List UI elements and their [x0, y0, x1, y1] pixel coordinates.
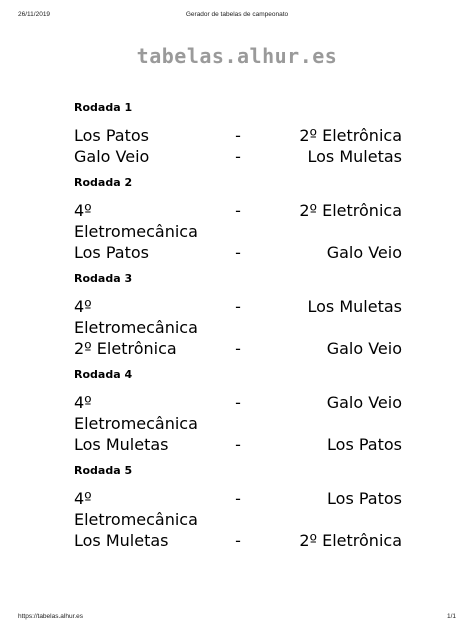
match-row	[74, 146, 402, 167]
home-team: 4º Eletromecânica	[74, 393, 198, 433]
match-row	[74, 392, 402, 434]
round-title: Rodada 2	[74, 176, 133, 189]
match-row	[74, 530, 402, 551]
home-team: Los Patos	[74, 126, 149, 145]
home-team: 4º Eletromecânica	[74, 489, 198, 529]
match-row	[74, 338, 402, 359]
match-row	[74, 296, 402, 338]
away-team: Los Muletas	[307, 297, 402, 316]
round-title: Rodada 5	[74, 464, 133, 477]
print-page-number: 1/1	[446, 613, 456, 620]
away-team: Galo Veio	[326, 339, 402, 358]
round-4	[74, 367, 402, 455]
round-title: Rodada 4	[74, 368, 133, 381]
home-team: Los Patos	[74, 243, 149, 262]
match-row	[74, 488, 402, 530]
match-separator: -	[235, 297, 241, 316]
home-team: Galo Veio	[74, 147, 150, 166]
print-url: https://tabelas.alhur.es	[18, 613, 84, 620]
round-title: Rodada 1	[74, 101, 133, 114]
round-5	[74, 463, 402, 551]
round-title: Rodada 3	[74, 272, 133, 285]
away-team: Galo Veio	[326, 243, 402, 262]
home-team: 2º Eletrônica	[74, 339, 177, 358]
away-team: 2º Eletrônica	[299, 126, 402, 145]
round-2	[74, 175, 402, 263]
match-separator: -	[235, 393, 241, 412]
rounds-list	[74, 100, 402, 559]
match-separator: -	[235, 435, 241, 454]
away-team: 2º Eletrônica	[299, 201, 402, 220]
match-separator: -	[235, 531, 241, 550]
home-team: Los Muletas	[74, 435, 169, 454]
match-separator: -	[235, 243, 241, 262]
home-team: 4º Eletromecânica	[74, 297, 198, 337]
match-separator: -	[235, 147, 241, 166]
match-separator: -	[235, 489, 241, 508]
match-row	[74, 125, 402, 146]
match-row	[74, 242, 402, 263]
home-team: 4º Eletromecânica	[74, 201, 198, 241]
away-team: 2º Eletrônica	[299, 531, 402, 550]
site-title: tabelas.alhur.es	[136, 44, 338, 68]
match-separator: -	[235, 126, 241, 145]
away-team: Galo Veio	[326, 393, 402, 412]
home-team: Los Muletas	[74, 531, 169, 550]
away-team: Los Muletas	[307, 147, 402, 166]
print-footer	[0, 613, 474, 623]
match-row	[74, 200, 402, 242]
round-1	[74, 100, 402, 167]
match-separator: -	[235, 201, 241, 220]
away-team: Los Patos	[327, 489, 402, 508]
round-3	[74, 271, 402, 359]
print-page-title: Gerador de tabelas de campeonato	[185, 11, 289, 18]
match-row	[74, 434, 402, 455]
match-separator: -	[235, 339, 241, 358]
away-team: Los Patos	[327, 435, 402, 454]
print-date: 26/11/2019	[18, 11, 51, 18]
print-header	[0, 11, 474, 21]
